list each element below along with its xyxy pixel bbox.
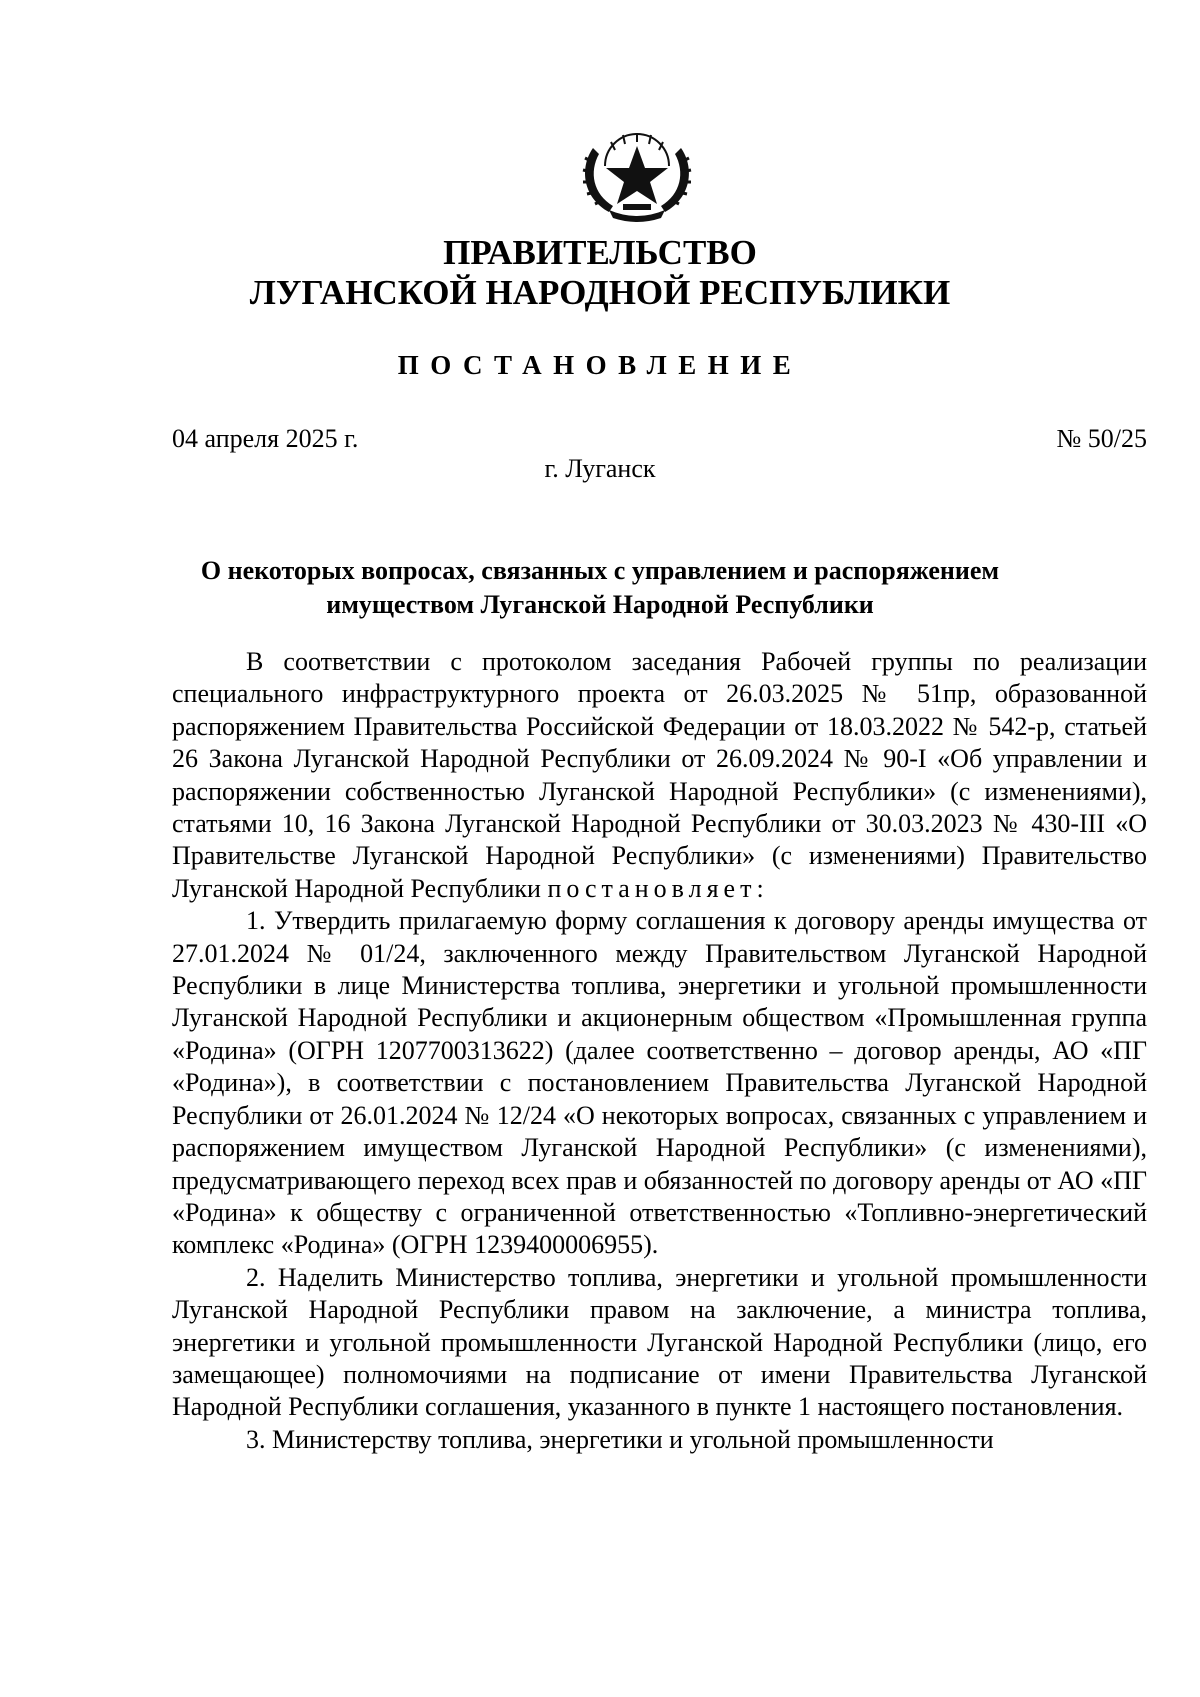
lugansk-republic-coat-of-arms-icon (575, 128, 699, 222)
government-name-line1: ПРАВИТЕЛЬСТВО (443, 233, 757, 272)
title-line2: имуществом Луганской Народной Республики (326, 590, 874, 619)
preamble-text: В соответствии с протоколом заседания Рабочей группы по реализации специального инфраструктурного проекта от 26.03.2025 № 51пр, образованной распоряжением Правительства Российской Федерации от 18.03.2022 № 542-р, статьей 26 Закона Луганской Народной Республики от 26.09.2024 № 90-I «Об управлении и распоряжении собственностью Луганской Народной Республики» (с изменениями), статьями 10, 16 Закона Луганской Народной Республики от 30.03.2023 № 430-III «О Правительстве Луганской Народной Республики» (с изменениями) Правительство Луганской Народной Республики (172, 647, 1147, 903)
document-city: г. Луганск (544, 454, 656, 483)
document-body (172, 646, 1147, 1456)
item-3-paragraph: 3. Министерству топлива, энергетики и угольной промышленности (246, 1424, 994, 1454)
item-1-paragraph: 1. Утвердить прилагаемую форму соглашения к договору аренды имущества от 27.01.2024 № 01/24, заключенного между Правительством Луганской Народной Республики в лице Министерства топлива, энергетики и угольной промышленности Луганской Народной Республики и акционерным обществом «Промышленная группа «Родина» (ОГРН 1207700313622) (далее соответственно – договор аренды, АО «ПГ «Родина»), в соответствии с постановлением Правительства Луганской Народной Республики от 26.01.2024 № 12/24 «О некоторых вопросах, связанных с управлением и распоряжением имуществом Луганской Народной Республики» (с изменениями), предусматривающего переход всех прав и обязанностей по договору аренды от АО «ПГ «Родина» к обществу с ограниченной ответственностью «Топливно-энергетический комплекс «Родина» (ОГРН 1239400006955). (172, 906, 1147, 1260)
document-title (0, 554, 1200, 622)
document-number: № 50/25 (1056, 424, 1147, 453)
preamble-paragraph (172, 646, 1147, 905)
title-line1: О некоторых вопросах, связанных с управлением и распоряжением (200, 556, 1000, 585)
item-2-paragraph: 2. Наделить Министерство топлива, энергетики и угольной промышленности Луганской Народной Республики правом на заключение, а министра топлива, энергетики и угольной промышленности Луганской Народной Республики (лицо, его замещающее) полномочиями на подписание от имени Правительства Луганской Народной Республики соглашения, указанного в пункте 1 настоящего постановления. (172, 1262, 1147, 1422)
document-type: ПОСТАНОВЛЕНИЕ (397, 350, 803, 380)
resolves-word: постановляет: (547, 873, 769, 903)
government-name-line2: ЛУГАНСКОЙ НАРОДНОЙ РЕСПУБЛИКИ (249, 273, 951, 312)
government-heading (0, 233, 1200, 313)
document-date: 04 апреля 2025 г. (172, 424, 359, 453)
